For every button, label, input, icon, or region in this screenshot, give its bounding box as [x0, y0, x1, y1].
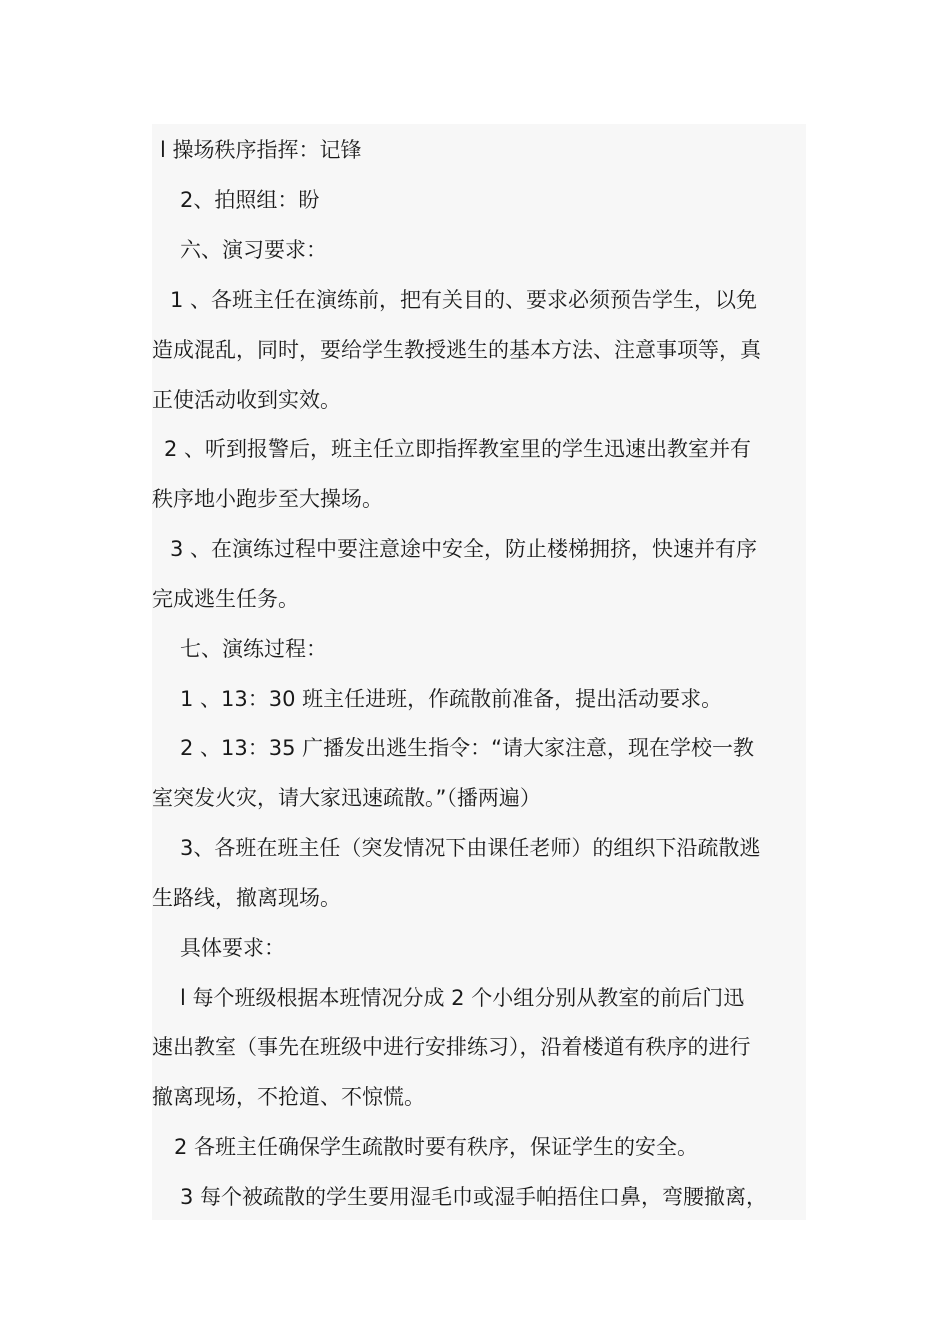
text-line: 具体要求： — [180, 936, 285, 960]
text-line: 完成逃生任务。 — [152, 587, 299, 611]
text-line: 生路线，撤离现场。 — [152, 886, 341, 910]
text-line: 3 、在演练过程中要注意途中安全，防止楼梯拥挤，快速并有序 — [170, 537, 758, 561]
text-line: 造成混乱，同时，要给学生教授逃生的基本方法、注意事项等，真 — [152, 338, 761, 362]
text-line: 六、演习要求： — [180, 238, 327, 262]
document-text-block — [152, 124, 806, 1220]
text-line: 速出教室（事先在班级中进行安排练习），沿着楼道有秩序的进行 — [152, 1035, 751, 1059]
text-line: l 每个班级根据本班情况分成 2 个小组分别从教室的前后门迅 — [180, 986, 745, 1010]
text-line: 1 、13：30 班主任进班，作疏散前准备，提出活动要求。 — [180, 687, 723, 711]
text-line: 2 各班主任确保学生疏散时要有秩序，保证学生的安全。 — [174, 1135, 699, 1159]
text-line: 2 、听到报警后，班主任立即指挥教室里的学生迅速出教室并有 — [164, 437, 752, 461]
text-line: 七、演练过程： — [180, 637, 327, 661]
text-line: 2、拍照组：盼 — [180, 188, 320, 212]
text-line: l 操场秩序指挥：记锋 — [160, 138, 362, 162]
text-line: 3、各班在班主任（突发情况下由课任老师）的组织下沿疏散逃 — [180, 836, 761, 860]
text-line: 2 、13：35 广播发出逃生指令：“请大家注意，现在学校一教 — [180, 736, 755, 760]
text-line: 3 每个被疏散的学生要用湿毛巾或湿手帕捂住口鼻，弯腰撤离， — [180, 1185, 768, 1209]
text-line: 正使活动收到实效。 — [152, 388, 341, 412]
text-line: 秩序地小跑步至大操场。 — [152, 487, 383, 511]
text-line: 撤离现场，不抢道、不惊慌。 — [152, 1085, 425, 1109]
text-line: 室突发火灾，请大家迅速疏散。”（播两遍） — [152, 786, 541, 810]
text-line: 1 、各班主任在演练前，把有关目的、要求必须预告学生，以免 — [170, 288, 758, 312]
